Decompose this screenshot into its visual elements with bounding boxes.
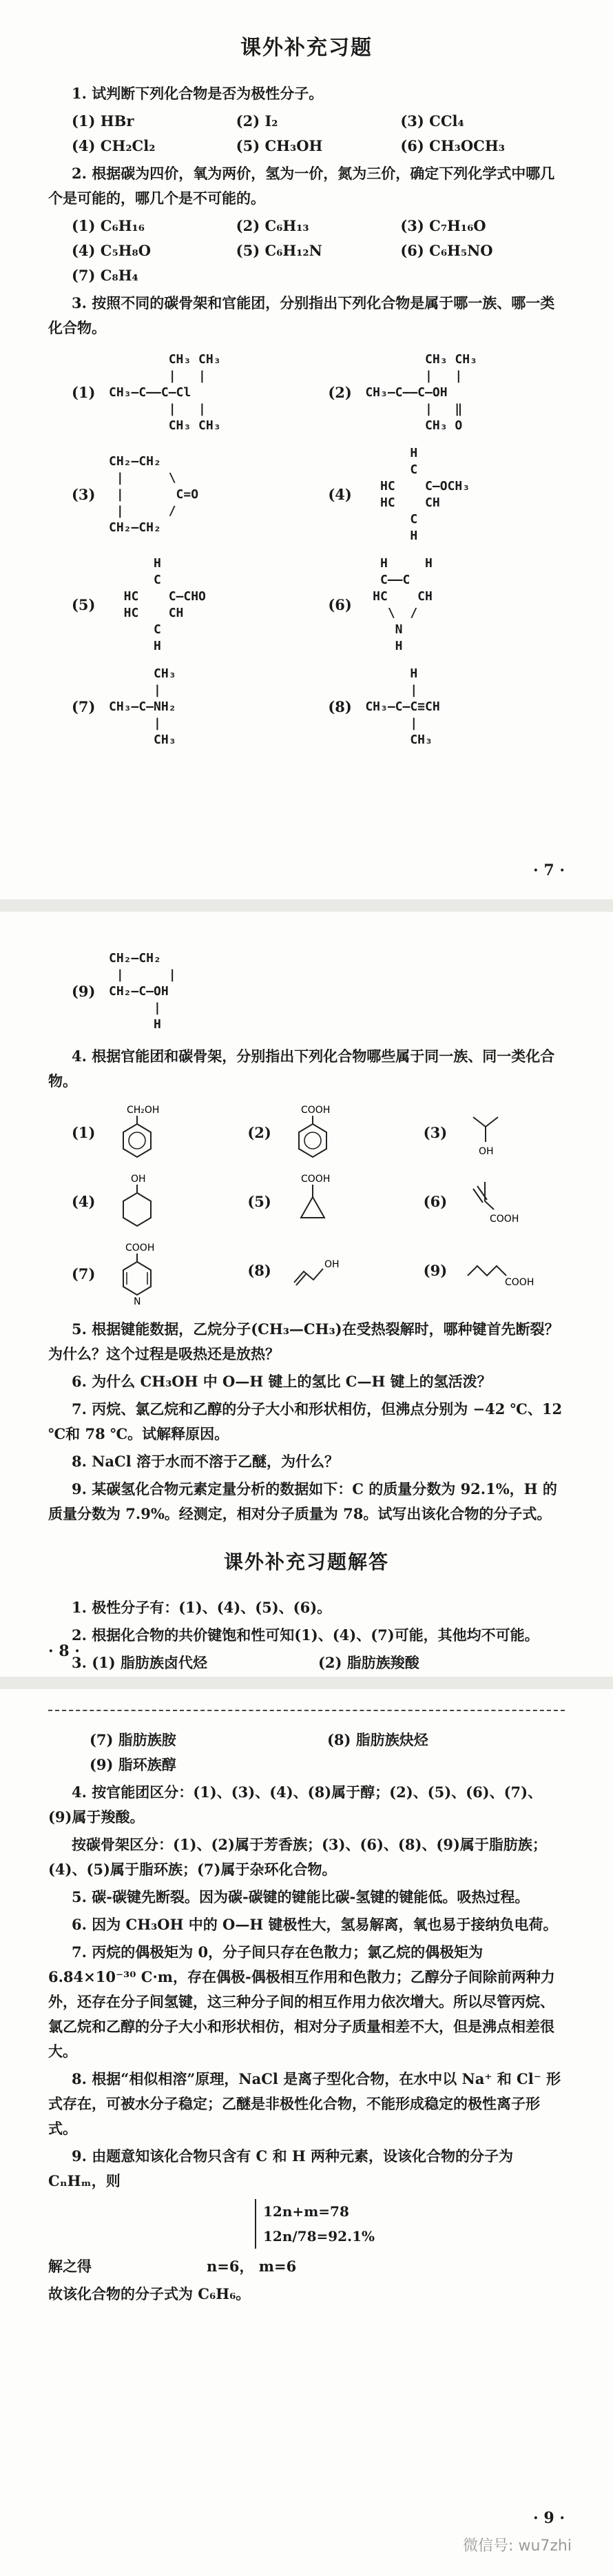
molecule-structure: H | CH₃—C—C≡CH | CH₃ [365, 666, 440, 747]
structure-substituent: COOH [504, 1277, 534, 1288]
page-number: · 8 · [48, 1642, 80, 1660]
structure-substituent: COOH [489, 1214, 519, 1225]
molecule-structure: CH₃ | CH₃—C—NH₂ | CH₃ [109, 666, 176, 747]
isonicotinic-acid-icon [113, 1241, 175, 1307]
q1-option: (2) I₂ [236, 112, 278, 130]
molecule-structure: CH₃ CH₃ | | CH₃—C——C—Cl | | CH₃ CH₃ [109, 352, 221, 433]
answer-2: 2. 根据化合物的共价键饱和性可知(1)、(4)、(7)可能，其他均不可能。 [72, 1626, 539, 1644]
q2-option: (3) C₇H₁₆O [400, 217, 486, 234]
question-5: 5. 根据键能数据，乙烷分子(CH₃—CH₃)在受热裂解时，哪种键首先断裂？为什么？这个过程是吸热还是放热？ [48, 1320, 559, 1362]
molecule-structure: H C HC C—CHO HC CH C H [123, 556, 206, 653]
question-1-options [72, 109, 565, 159]
structure-label: (5) [247, 1193, 271, 1210]
q2-option: (4) C₅H₈O [72, 242, 152, 259]
benzoic-acid-icon [289, 1103, 351, 1163]
structure-substituent: CH₂OH [127, 1105, 160, 1116]
molecule-structure: H H C——C HC CH \ / N H [373, 556, 433, 653]
answer-3-continued [90, 1728, 565, 1777]
answer-9: 9. 由题意知该化合物只含有 C 和 H 两种元素，设该化合物的分子为 CₙHₘ，则 [48, 2147, 514, 2189]
answer-3-item: (2) 脂肪族羧酸 [318, 1654, 419, 1671]
equation-1: 12n+m=78 [263, 2203, 349, 2220]
q2-option: (5) C₆H₁₂N [236, 242, 322, 259]
molecule-label: (2) [328, 384, 352, 401]
q2-option: (7) C₈H₄ [72, 267, 138, 284]
page-separator [0, 1677, 613, 1689]
structure-label: (9) [423, 1262, 448, 1279]
page-number: · 7 · [533, 861, 565, 879]
structure-row [72, 1103, 565, 1163]
question-2-options [72, 214, 565, 288]
q1-option: (6) CH₃OCH₃ [400, 137, 505, 154]
cyclohexanol-icon [113, 1172, 175, 1231]
question-1: 1. 试判断下列化合物是否为极性分子。 [72, 85, 324, 102]
solution-row [48, 2254, 565, 2279]
structure-label: (8) [247, 1262, 271, 1279]
q2-option: (1) C₆H₁₆ [72, 217, 145, 234]
question-8: 8. NaCl 溶于水而不溶于乙醚，为什么？ [72, 1453, 340, 1470]
answer-3-item: (7) 脂肪族胺 [90, 1731, 176, 1748]
q1-option: (5) CH₃OH [236, 137, 323, 154]
answer-8: 8. 根据“相似相溶”原理，NaCl 是离子型化合物，在水中以 Na⁺ 和 Cl⁻ 形式存在，可被水分子稳定；乙醚是非极性化合物，不能形成稳定的极性离子形式。 [48, 2070, 561, 2137]
molecule-structure: CH₃ CH₃ | | CH₃—C——C—OH | ‖ CH₃ O [365, 352, 477, 433]
molecule-label: (9) [72, 983, 96, 1000]
answer-4-skeleton: 按碳骨架区分：(1)、(2)属于芳香族；(3)、(6)、(8)、(9)属于脂肪族；(4)、(5)属于脂环族；(7)属于杂环化合物。 [48, 1836, 547, 1878]
solution-label: 解之得 [48, 2258, 92, 2275]
molecule-label: (4) [328, 486, 352, 503]
molecule-row [72, 351, 565, 434]
molecule-structure: CH₂—CH₂ | \ | C=O | / CH₂—CH₂ [109, 454, 199, 535]
q2-option: (2) C₆H₁₃ [236, 217, 309, 234]
molecule-row [72, 950, 565, 1033]
question-3: 3. 按照不同的碳骨架和官能团，分别指出下列化合物是属于哪一族、哪一类化合物。 [48, 294, 555, 336]
question-6: 6. 为什么 CH₃OH 中 O—H 键上的氢比 C—H 键上的氢活泼？ [72, 1373, 492, 1390]
structure-label: (4) [72, 1193, 96, 1210]
structure-label: (1) [72, 1124, 96, 1141]
molecule-label: (5) [72, 596, 96, 613]
page-title: 课外补充习题 [240, 36, 373, 60]
answer-7: 7. 丙烷的偶极矩为 0，分子间只存在色散力；氯乙烷的偶极矩为 6.84×10⁻³⁰ C·m，存在偶极-偶极相互作用和色散力；乙醇分子间除前两种力外，还存在分子间氢键，这三种分子间的相互作用力依次增大。所以尽管丙烷、氯乙烷和乙醇的分子大小和形状相仿，相对分子质量相差不大，但是沸点相差很大。 [48, 1943, 555, 2060]
question-4: 4. 根据官能团和碳骨架，分别指出下列化合物哪些属于同一族、同一类化合物。 [48, 1047, 555, 1090]
answer-6: 6. 因为 CH₃OH 中的 O—H 键极性大，氢易解离，氧也易于接纳负电荷。 [72, 1916, 558, 1933]
answer-3-item: (8) 脂肪族炔烃 [327, 1731, 428, 1748]
conclusion: 故该化合物的分子式为 C₆H₆。 [48, 2285, 251, 2302]
structure-substituent: COOH [301, 1174, 331, 1185]
molecule-label: (3) [72, 486, 96, 503]
structure-label: (3) [423, 1124, 448, 1141]
molecule-row [72, 445, 565, 544]
cyclopropane-carboxylic-icon [289, 1172, 351, 1231]
molecule-structure: H C HC C—OCH₃ HC CH C H [380, 446, 470, 543]
structure-substituent: COOH [125, 1243, 155, 1254]
allyl-alcohol-icon [289, 1241, 351, 1300]
benzyl-alcohol-icon [113, 1103, 175, 1163]
structure-substituent: OH [131, 1174, 146, 1185]
q1-option: (1) HBr [72, 112, 134, 130]
question-2: 2. 根据碳为四价，氧为两价，氢为一价，氮为三价，确定下列化学式中哪几个是可能的，哪几个是不可能的。 [48, 165, 555, 207]
molecule-label: (8) [328, 698, 352, 715]
page-separator [0, 899, 613, 912]
isopropanol-icon [465, 1103, 527, 1163]
answer-5: 5. 碳-碳键先断裂。因为碳-碳键的键能比碳-氢键的键能低。吸热过程。 [72, 1888, 530, 1905]
watermark: 微信号: wu7zhi [463, 2537, 572, 2555]
molecule-label: (7) [72, 698, 96, 715]
answer-3-item: (9) 脂环族醇 [90, 1756, 176, 1773]
q2-option: (6) C₆H₅NO [400, 242, 493, 259]
sheet-page-8 [0, 912, 613, 1677]
molecule-label: (1) [72, 384, 96, 401]
structure-label: (6) [423, 1193, 448, 1210]
answer-3-item: 3. (1) 脂肪族卤代烃 [72, 1654, 208, 1671]
answer-4-functional: 4. 按官能团区分：(1)、(3)、(4)、(8)属于醇；(2)、(5)、(6)、(7)、(9)属于羧酸。 [48, 1783, 543, 1826]
q1-option: (4) CH₂Cl₂ [72, 137, 156, 154]
q1-option: (3) CCl₄ [400, 112, 464, 130]
molecule-row [72, 666, 565, 748]
sheet-page-9 [0, 1689, 613, 2576]
answer-1: 1. 极性分子有：(1)、(4)、(5)、(6)。 [72, 1599, 332, 1616]
structure-substituent: OH [324, 1259, 340, 1270]
structure-label: (2) [247, 1124, 271, 1141]
molecule-label: (6) [328, 596, 352, 613]
question-9: 9. 某碳氢化合物元素定量分析的数据如下：C 的质量分数为 92.1%，H 的质量分数为 7.9%。经测定，相对分子质量为 78。试写出该化合物的分子式。 [48, 1480, 557, 1522]
svg-text:N: N [134, 1296, 141, 1307]
page-number: · 9 · [533, 2509, 565, 2527]
structure-row [72, 1241, 565, 1307]
structure-label: (7) [72, 1265, 96, 1282]
answers-title: 课外补充习题解答 [223, 1551, 389, 1573]
equation-2: 12n/78=92.1% [263, 2228, 375, 2245]
structure-substituent: OH [478, 1146, 494, 1157]
solution-values: n=6， m=6 [207, 2258, 297, 2275]
molecule-structure: CH₂—CH₂ | | CH₂—C—OH | H [109, 951, 176, 1032]
valeric-acid-icon [465, 1241, 541, 1300]
equation-system [255, 2199, 565, 2249]
methacrylic-acid-icon [465, 1172, 527, 1231]
question-7: 7. 丙烷、氯乙烷和乙醇的分子大小和形状相仿，但沸点分别为 −42 ℃、12 ℃和 78 ℃。试解释原因。 [48, 1400, 563, 1442]
structure-substituent: COOH [301, 1105, 331, 1116]
sheet-page-7 [0, 0, 613, 899]
molecule-row [72, 555, 565, 655]
structure-row [72, 1172, 565, 1231]
